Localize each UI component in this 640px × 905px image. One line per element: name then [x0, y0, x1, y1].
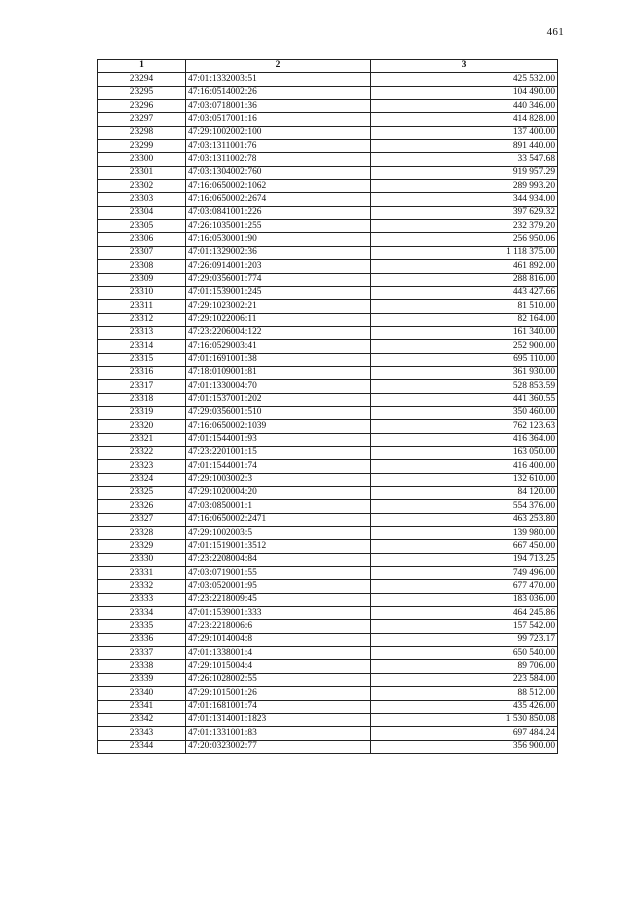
table-row	[98, 193, 558, 206]
cadastral-number-cell: 47:01:1314001:1823	[186, 713, 371, 726]
cadastral-number-cell: 47:03:0850001:1	[186, 500, 371, 513]
row-number-cell: 23339	[98, 673, 186, 686]
row-number-cell: 23343	[98, 727, 186, 740]
row-number-cell: 23319	[98, 406, 186, 419]
cadastral-number-cell: 47:01:1681001:74	[186, 700, 371, 713]
table-row	[98, 540, 558, 553]
row-number-cell: 23336	[98, 633, 186, 646]
cadastral-number-cell: 47:01:1537001:202	[186, 393, 371, 406]
cadastral-number-cell: 47:01:1519001:3512	[186, 540, 371, 553]
table-row	[98, 500, 558, 513]
table-row	[98, 406, 558, 419]
row-number-cell: 23312	[98, 313, 186, 326]
value-cell: 256 950.06	[371, 233, 558, 246]
row-number-cell: 23324	[98, 473, 186, 486]
cadastral-number-cell: 47:16:0650002:1039	[186, 420, 371, 433]
table-row	[98, 513, 558, 526]
row-number-cell: 23326	[98, 500, 186, 513]
table-row	[98, 553, 558, 566]
cadastral-number-cell: 47:16:0650002:1062	[186, 180, 371, 193]
row-number-cell: 23307	[98, 246, 186, 259]
cadastral-number-cell: 47:03:1311002:78	[186, 153, 371, 166]
table-row	[98, 206, 558, 219]
value-cell: 440 346.00	[371, 100, 558, 113]
value-cell: 667 450.00	[371, 540, 558, 553]
value-cell: 289 993.20	[371, 180, 558, 193]
data-table	[97, 59, 558, 754]
value-cell: 1 118 375.00	[371, 246, 558, 259]
table-row	[98, 326, 558, 339]
value-cell: 891 440.00	[371, 140, 558, 153]
value-cell: 416 400.00	[371, 460, 558, 473]
value-cell: 461 892.00	[371, 260, 558, 273]
cadastral-number-cell: 47:29:0356001:774	[186, 273, 371, 286]
value-cell: 344 934.00	[371, 193, 558, 206]
cadastral-number-cell: 47:23:2206004:122	[186, 326, 371, 339]
row-number-cell: 23301	[98, 166, 186, 179]
value-cell: 223 584.00	[371, 673, 558, 686]
value-cell: 356 900.00	[371, 740, 558, 753]
column-header-1: 1	[98, 60, 186, 73]
row-number-cell: 23325	[98, 487, 186, 500]
cadastral-number-cell: 47:16:0650002:2471	[186, 513, 371, 526]
row-number-cell: 23297	[98, 113, 186, 126]
value-cell: 104 490.00	[371, 86, 558, 99]
value-cell: 1 530 850.08	[371, 713, 558, 726]
row-number-cell: 23333	[98, 593, 186, 606]
value-cell: 441 360.55	[371, 393, 558, 406]
table-row	[98, 593, 558, 606]
cadastral-number-cell: 47:01:1544001:74	[186, 460, 371, 473]
cadastral-number-cell: 47:29:1023002:21	[186, 300, 371, 313]
value-cell: 163 050.00	[371, 446, 558, 459]
cadastral-number-cell: 47:29:1002003:5	[186, 527, 371, 540]
row-number-cell: 23334	[98, 607, 186, 620]
value-cell: 161 340.00	[371, 326, 558, 339]
value-cell: 464 245.86	[371, 607, 558, 620]
row-number-cell: 23337	[98, 647, 186, 660]
cadastral-number-cell: 47:01:1331001:83	[186, 727, 371, 740]
table-row	[98, 166, 558, 179]
table-row	[98, 286, 558, 299]
table-row	[98, 340, 558, 353]
value-cell: 132 610.00	[371, 473, 558, 486]
cadastral-number-cell: 47:01:1329002:36	[186, 246, 371, 259]
row-number-cell: 23309	[98, 273, 186, 286]
value-cell: 443 427.66	[371, 286, 558, 299]
table-row	[98, 687, 558, 700]
row-number-cell: 23330	[98, 553, 186, 566]
value-cell: 288 816.00	[371, 273, 558, 286]
cadastral-number-cell: 47:29:1014004:8	[186, 633, 371, 646]
table-row	[98, 393, 558, 406]
cadastral-number-cell: 47:16:0650002:2674	[186, 193, 371, 206]
cadastral-number-cell: 47:18:0109001:81	[186, 366, 371, 379]
row-number-cell: 23316	[98, 366, 186, 379]
table-row	[98, 420, 558, 433]
value-cell: 397 629.32	[371, 206, 558, 219]
value-cell: 697 484.24	[371, 727, 558, 740]
cadastral-number-cell: 47:23:2208004:84	[186, 553, 371, 566]
table-row	[98, 86, 558, 99]
cadastral-number-cell: 47:01:1539001:245	[186, 286, 371, 299]
value-cell: 416 364.00	[371, 433, 558, 446]
value-cell: 749 496.00	[371, 567, 558, 580]
table-row	[98, 433, 558, 446]
cadastral-number-cell: 47:16:0529003:41	[186, 340, 371, 353]
table-row	[98, 273, 558, 286]
table-row	[98, 220, 558, 233]
row-number-cell: 23315	[98, 353, 186, 366]
table-row	[98, 353, 558, 366]
row-number-cell: 23344	[98, 740, 186, 753]
value-cell: 89 706.00	[371, 660, 558, 673]
row-number-cell: 23310	[98, 286, 186, 299]
value-cell: 414 828.00	[371, 113, 558, 126]
table-row	[98, 300, 558, 313]
table-row	[98, 246, 558, 259]
table-row	[98, 620, 558, 633]
cadastral-number-cell: 47:23:2218006:6	[186, 620, 371, 633]
table-row	[98, 607, 558, 620]
cadastral-number-cell: 47:03:0719001:55	[186, 567, 371, 580]
value-cell: 84 120.00	[371, 487, 558, 500]
cadastral-number-cell: 47:01:1691001:38	[186, 353, 371, 366]
cadastral-number-cell: 47:01:1332003:51	[186, 73, 371, 86]
table-row	[98, 740, 558, 753]
cadastral-number-cell: 47:03:0841001:226	[186, 206, 371, 219]
row-number-cell: 23298	[98, 126, 186, 139]
row-number-cell: 23305	[98, 220, 186, 233]
value-cell: 157 542.00	[371, 620, 558, 633]
cadastral-number-cell: 47:16:0530001:90	[186, 233, 371, 246]
table-row	[98, 580, 558, 593]
row-number-cell: 23314	[98, 340, 186, 353]
table-row	[98, 633, 558, 646]
cadastral-number-cell: 47:01:1539001:333	[186, 607, 371, 620]
table-header	[98, 60, 558, 73]
row-number-cell: 23313	[98, 326, 186, 339]
table-row	[98, 73, 558, 86]
value-cell: 762 123.63	[371, 420, 558, 433]
table-row	[98, 460, 558, 473]
row-number-cell: 23341	[98, 700, 186, 713]
table-row	[98, 113, 558, 126]
cadastral-number-cell: 47:23:2201001:15	[186, 446, 371, 459]
cadastral-number-cell: 47:03:0718001:36	[186, 100, 371, 113]
value-cell: 425 532.00	[371, 73, 558, 86]
value-cell: 88 512.00	[371, 687, 558, 700]
table-row	[98, 567, 558, 580]
table-row	[98, 380, 558, 393]
value-cell: 435 426.00	[371, 700, 558, 713]
cadastral-number-cell: 47:26:0914001:203	[186, 260, 371, 273]
table-row	[98, 487, 558, 500]
value-cell: 194 713.25	[371, 553, 558, 566]
value-cell: 695 110.00	[371, 353, 558, 366]
cadastral-number-cell: 47:03:1311001:76	[186, 140, 371, 153]
table-row	[98, 660, 558, 673]
value-cell: 232 379.20	[371, 220, 558, 233]
row-number-cell: 23299	[98, 140, 186, 153]
row-number-cell: 23321	[98, 433, 186, 446]
table-row	[98, 180, 558, 193]
table-row	[98, 727, 558, 740]
cadastral-number-cell: 47:01:1544001:93	[186, 433, 371, 446]
value-cell: 33 547.68	[371, 153, 558, 166]
row-number-cell: 23328	[98, 527, 186, 540]
cadastral-number-cell: 47:23:2218009:45	[186, 593, 371, 606]
value-cell: 528 853.59	[371, 380, 558, 393]
row-number-cell: 23311	[98, 300, 186, 313]
row-number-cell: 23304	[98, 206, 186, 219]
value-cell: 137 400.00	[371, 126, 558, 139]
table-row	[98, 140, 558, 153]
value-cell: 81 510.00	[371, 300, 558, 313]
row-number-cell: 23300	[98, 153, 186, 166]
cadastral-number-cell: 47:26:1035001:255	[186, 220, 371, 233]
row-number-cell: 23332	[98, 580, 186, 593]
value-cell: 554 376.00	[371, 500, 558, 513]
cadastral-number-cell: 47:20:0323002:77	[186, 740, 371, 753]
row-number-cell: 23323	[98, 460, 186, 473]
value-cell: 139 980.00	[371, 527, 558, 540]
value-cell: 463 253.80	[371, 513, 558, 526]
table-row	[98, 527, 558, 540]
table-row	[98, 153, 558, 166]
cadastral-number-cell: 47:16:0514002:26	[186, 86, 371, 99]
cadastral-number-cell: 47:01:1338001:4	[186, 647, 371, 660]
row-number-cell: 23317	[98, 380, 186, 393]
table-row	[98, 313, 558, 326]
value-cell: 252 900.00	[371, 340, 558, 353]
value-cell: 650 540.00	[371, 647, 558, 660]
table-row	[98, 647, 558, 660]
value-cell: 183 036.00	[371, 593, 558, 606]
cadastral-number-cell: 47:29:0356001:510	[186, 406, 371, 419]
value-cell: 99 723.17	[371, 633, 558, 646]
table-row	[98, 713, 558, 726]
row-number-cell: 23306	[98, 233, 186, 246]
row-number-cell: 23342	[98, 713, 186, 726]
row-number-cell: 23296	[98, 100, 186, 113]
row-number-cell: 23322	[98, 446, 186, 459]
row-number-cell: 23294	[98, 73, 186, 86]
table-row	[98, 233, 558, 246]
table-row	[98, 366, 558, 379]
table-row	[98, 446, 558, 459]
cadastral-number-cell: 47:29:1022006:11	[186, 313, 371, 326]
row-number-cell: 23340	[98, 687, 186, 700]
table-row	[98, 473, 558, 486]
column-header-2: 2	[186, 60, 371, 73]
cadastral-number-cell: 47:01:1330004:70	[186, 380, 371, 393]
cadastral-number-cell: 47:26:1028002:55	[186, 673, 371, 686]
table-row	[98, 700, 558, 713]
table-row	[98, 673, 558, 686]
row-number-cell: 23295	[98, 86, 186, 99]
cadastral-number-cell: 47:29:1015004:4	[186, 660, 371, 673]
row-number-cell: 23335	[98, 620, 186, 633]
table-body	[98, 73, 558, 754]
value-cell: 82 164.00	[371, 313, 558, 326]
cadastral-number-cell: 47:29:1015001:26	[186, 687, 371, 700]
value-cell: 361 930.00	[371, 366, 558, 379]
cadastral-number-cell: 47:03:0520001:95	[186, 580, 371, 593]
row-number-cell: 23327	[98, 513, 186, 526]
row-number-cell: 23302	[98, 180, 186, 193]
cadastral-number-cell: 47:29:1003002:3	[186, 473, 371, 486]
row-number-cell: 23329	[98, 540, 186, 553]
page-number: 461	[546, 26, 564, 38]
cadastral-number-cell: 47:03:0517001:16	[186, 113, 371, 126]
table-row	[98, 126, 558, 139]
row-number-cell: 23320	[98, 420, 186, 433]
value-cell: 677 470.00	[371, 580, 558, 593]
value-cell: 919 957.29	[371, 166, 558, 179]
header-row	[98, 60, 558, 73]
table-row	[98, 100, 558, 113]
column-header-3: 3	[371, 60, 558, 73]
cadastral-number-cell: 47:03:1304002:760	[186, 166, 371, 179]
row-number-cell: 23303	[98, 193, 186, 206]
cadastral-number-cell: 47:29:1020004:20	[186, 487, 371, 500]
row-number-cell: 23331	[98, 567, 186, 580]
row-number-cell: 23318	[98, 393, 186, 406]
row-number-cell: 23308	[98, 260, 186, 273]
row-number-cell: 23338	[98, 660, 186, 673]
value-cell: 350 460.00	[371, 406, 558, 419]
cadastral-number-cell: 47:29:1002002:100	[186, 126, 371, 139]
table-row	[98, 260, 558, 273]
